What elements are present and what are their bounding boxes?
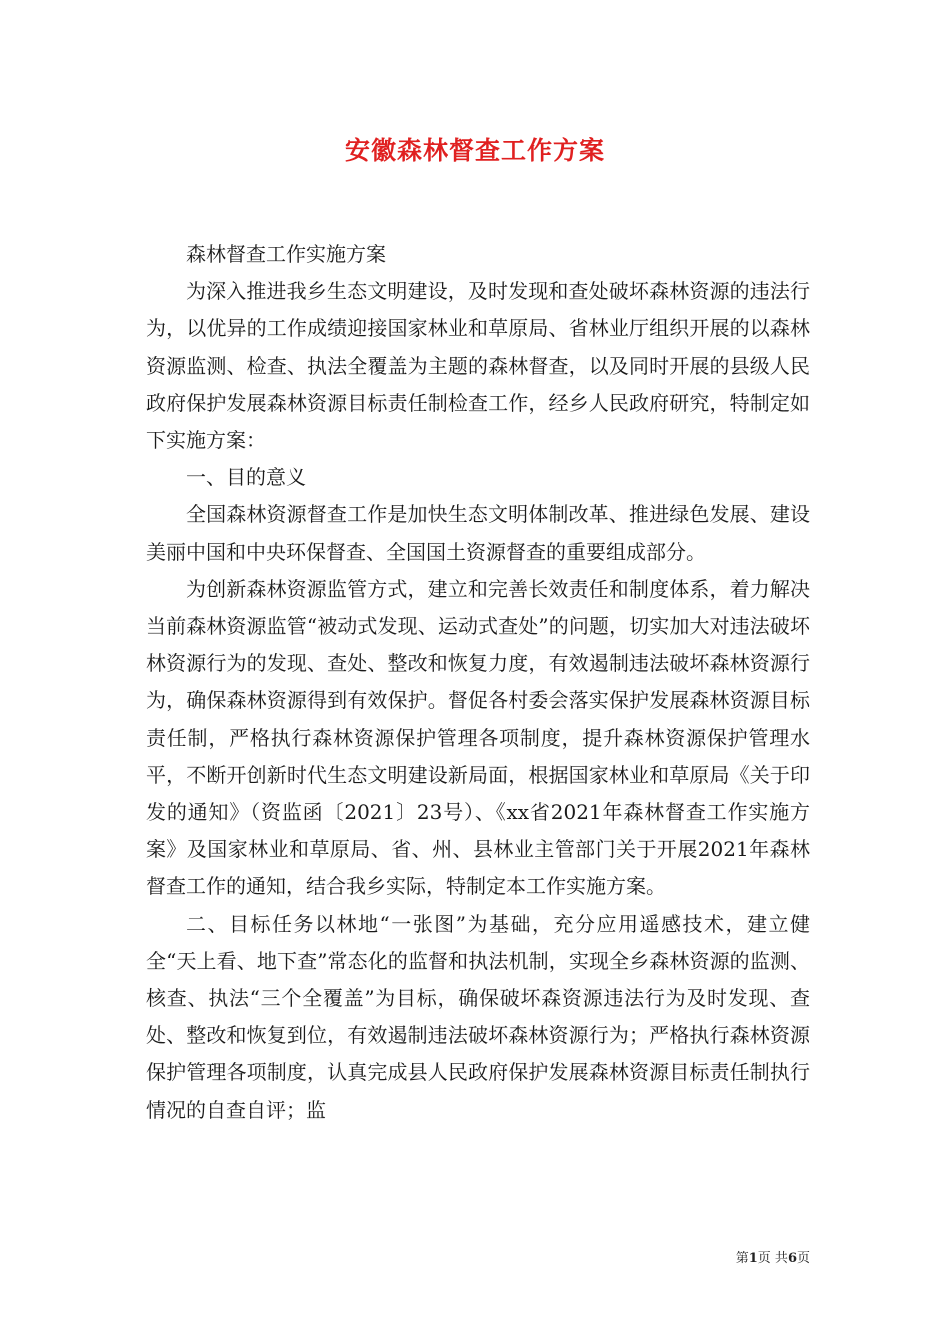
current-page-number: 1 [748, 1251, 758, 1266]
document-body [146, 236, 810, 1129]
footer-suffix: 页 [796, 1251, 810, 1266]
body-paragraph: 为深入推进我乡生态文明建设，及时发现和查处破坏森林资源的违法行为，以优异的工作成绩迎接国家林业和草原局、省林业厅组织开展的以森林资源监测、检查、执法全覆盖为主题的森林督查，以及同时开展的县级人民政府保护发展森林资源目标责任制检查工作，经乡人民政府研究，特制定如下实施方案： [146, 279, 810, 453]
page-number-footer [700, 1247, 810, 1266]
body-paragraph: 二、目标任务以林地“一张图”为基础，充分应用遥感技术，建立健全“天上看、地下查”常态化的监督和执法机制，实现全乡森林资源的监测、核查、执法“三个全覆盖”为目标，确保破坏森资源违法行为及时发现、查处、整改和恢复到位，有效遏制违法破坏森林资源行为；严格执行森林资源保护管理各项制度，认真完成县人民政府保护发展森林资源目标责任制执行情况的自查自评；监 [146, 911, 810, 1122]
section-heading: 一、目的意义 [186, 465, 306, 490]
body-paragraph: 全国森林资源督查工作是加快生态文明体制改革、推进绿色发展、建设美丽中国和中央环保督查、全国国土资源督查的重要组成部分。 [146, 502, 810, 564]
total-page-number: 6 [787, 1251, 797, 1266]
body-paragraph: 森林督查工作实施方案 [186, 242, 386, 266]
document-title: 安徽森林督查工作方案 [344, 136, 605, 165]
footer-prefix: 第 [735, 1251, 749, 1266]
body-paragraph: 为创新森林资源监管方式，建立和完善长效责任和制度体系，着力解决当前森林资源监管“被动式发现、运动式查处”的问题，切实加大对违法破坏林资源行为的发现、查处、整改和恢复力度，有效遏制违法破坏森林资源行为，确保森林资源得到有效保护。督促各村委会落实保护发展森林资源目标责任制，严格执行森林资源保护管理各项制度，提升森林资源保护管理水平，不断开创新时代生态文明建设新局面，根据国家林业和草原局《关于印发的通知》（资监函〔2021〕23号）、《xx省2021年森林督查工作实施方案》及国家林业和草原局、省、州、县林业主管部门关于开展2021年森林督查工作的通知，结合我乡实际，特制定本工作实施方案。 [146, 576, 810, 899]
footer-middle: 页 共 [757, 1251, 788, 1266]
